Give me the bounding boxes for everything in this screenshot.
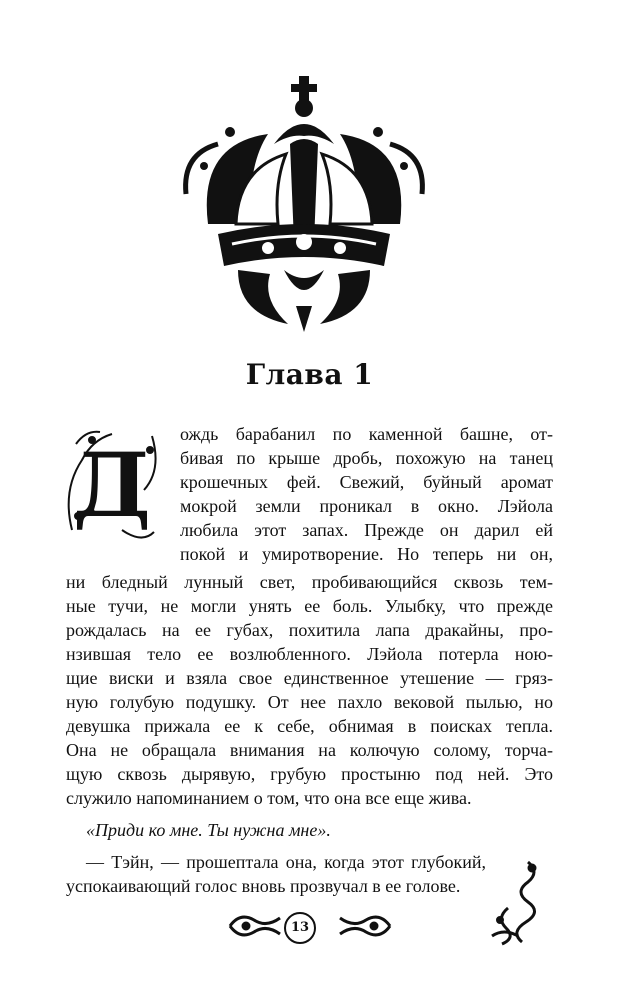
text-line: успокаивающий голос вновь прозвучал в ее голове. (66, 876, 461, 896)
italic-quote: «Приди ко мне. Ты нужна мне». (86, 820, 331, 840)
text-line: покой и умиротворение. Но теперь ни он, (180, 544, 553, 564)
text-line: служило напоминанием о том, что она все еще жива. (66, 788, 472, 808)
text-line: рождалась на ее губах, похитила лапа дракайны, про- (66, 620, 553, 640)
text-line: любила этот запах. Прежде он дарил ей (180, 520, 553, 540)
text-line: девушка прижала ее к себе, обнимая в поисках тепла. (66, 716, 553, 736)
text-line: ни бледный лунный свет, пробивающийся сквозь тем- (66, 572, 553, 592)
page-number: 13 (284, 912, 316, 944)
text-line: ождь барабанил по каменной башне, от- (180, 424, 553, 444)
text-line: щие виски и взяла свое единственное утешение — гряз- (66, 668, 553, 688)
text-line: щую сквозь дырявую, грубую простыню под ней. Это (66, 764, 553, 784)
text-line: крошечных фей. Свежий, буйный аромат (180, 472, 553, 492)
text-line: нзившая тело ее возлюбленного. Лэйола потерла ною- (66, 644, 553, 664)
text-line: мокрой земли проникал в окно. Лэйола (180, 496, 553, 516)
chapter-title: Глава 1 (245, 358, 374, 391)
text-line: — Тэйн, — прошептала она, когда этот глубокий, (86, 852, 486, 872)
dropcap-letter: Д (72, 433, 152, 537)
crown-ornament-icon (178, 74, 430, 336)
serpent-ornament-icon (488, 858, 546, 946)
text-line: бивая по крыше дробь, похожую на танец (180, 448, 553, 468)
text-line: ную голубую подушку. От нее пахло вековой пылью, но (66, 692, 553, 712)
text-line: Она не обращала внимания на колючую солому, торча- (66, 740, 553, 760)
text-line: ные тучи, не могли унять ее боль. Улыбку, что прежде (66, 596, 553, 616)
dropcap (62, 420, 162, 550)
